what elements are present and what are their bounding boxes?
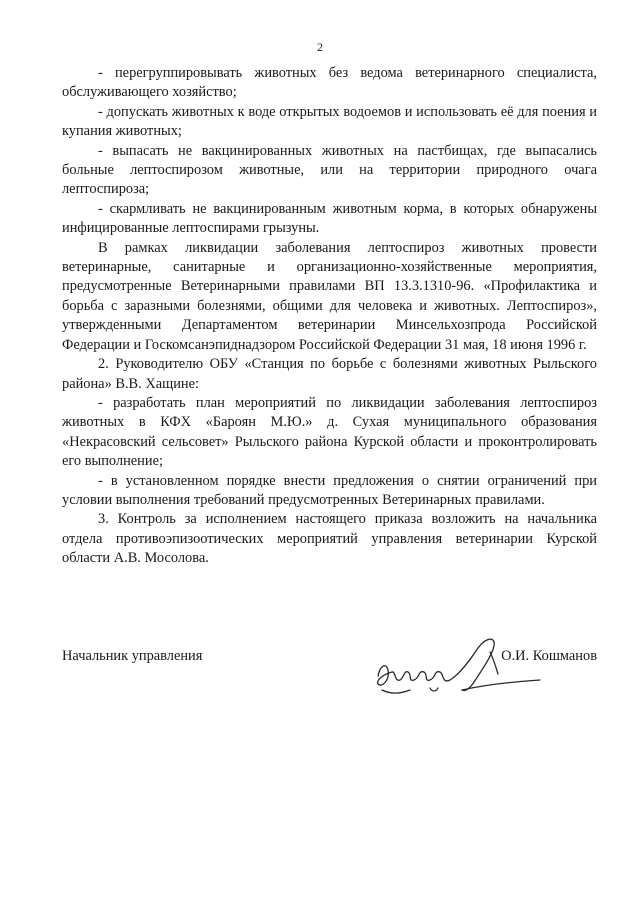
paragraph-restrictions: - в установленном порядке внести предложения о снятии ограничений при условии выполнения требований предусмотренных Ветеринарных правилами.	[62, 472, 597, 508]
signature-block	[62, 644, 597, 724]
paragraph-regroup-ban: - перегруппировывать животных без ведома ветеринарного специалиста, обслуживающего хозяйство;	[62, 65, 597, 101]
paragraph-grazing-ban: - выпасать не вакцинированных животных на пастбищах, где выпасались больные лептоспирозом животные, или на территории природного очага лептоспироза;	[62, 142, 597, 198]
signatory-name: О.И. Кошманов	[501, 648, 597, 664]
paragraph-feed-ban: - скармливать не вакцинированным животным корма, в которых обнаружены инфицированные лептоспирами грызуны.	[62, 200, 597, 237]
document-body	[62, 64, 597, 569]
paragraph-item-2: 2. Руководителю ОБУ «Станция по борьбе с болезнями животных Рыльского района» В.В. Хащине:	[62, 356, 597, 392]
paragraph-measures: В рамках ликвидации заболевания лептоспироз животных провести ветеринарные, санитарные и организационно-хозяйственные мероприятия, предусмотренные Ветеринарными правилами ВП 13.3.1310-96. «Профилактика и борьба с заразными болезнями, общими для человека и животных. Лептоспироз», утвержденными Департаментом ветеринарии Минсельхозпрода Российской Федерации и Госкомсанэпиднадзором Российской Федерации 31 мая, 18 июня 1996 г.	[62, 239, 597, 353]
page-number: 2	[317, 40, 323, 54]
signatory-title: Начальник управления	[62, 648, 203, 664]
paragraph-water-ban: - допускать животных к воде открытых водоемов и использовать её для поения и купания животных;	[62, 103, 597, 140]
handwritten-signature	[370, 630, 590, 710]
paragraph-plan: - разработать план мероприятий по ликвидации заболевания лептоспироз животных в КФХ «Бароян М.Ю.» д. Сухая муниципального образования «Некрасовский сельсовет» Рыльского района Курской области и проконтролировать его выполнение;	[62, 394, 597, 470]
paragraph-item-3: 3. Контроль за исполнением настоящего приказа возложить на начальника отдела противоэпизоотических мероприятий управления ветеринарии Курской области А.В. Мосолова.	[62, 511, 597, 567]
